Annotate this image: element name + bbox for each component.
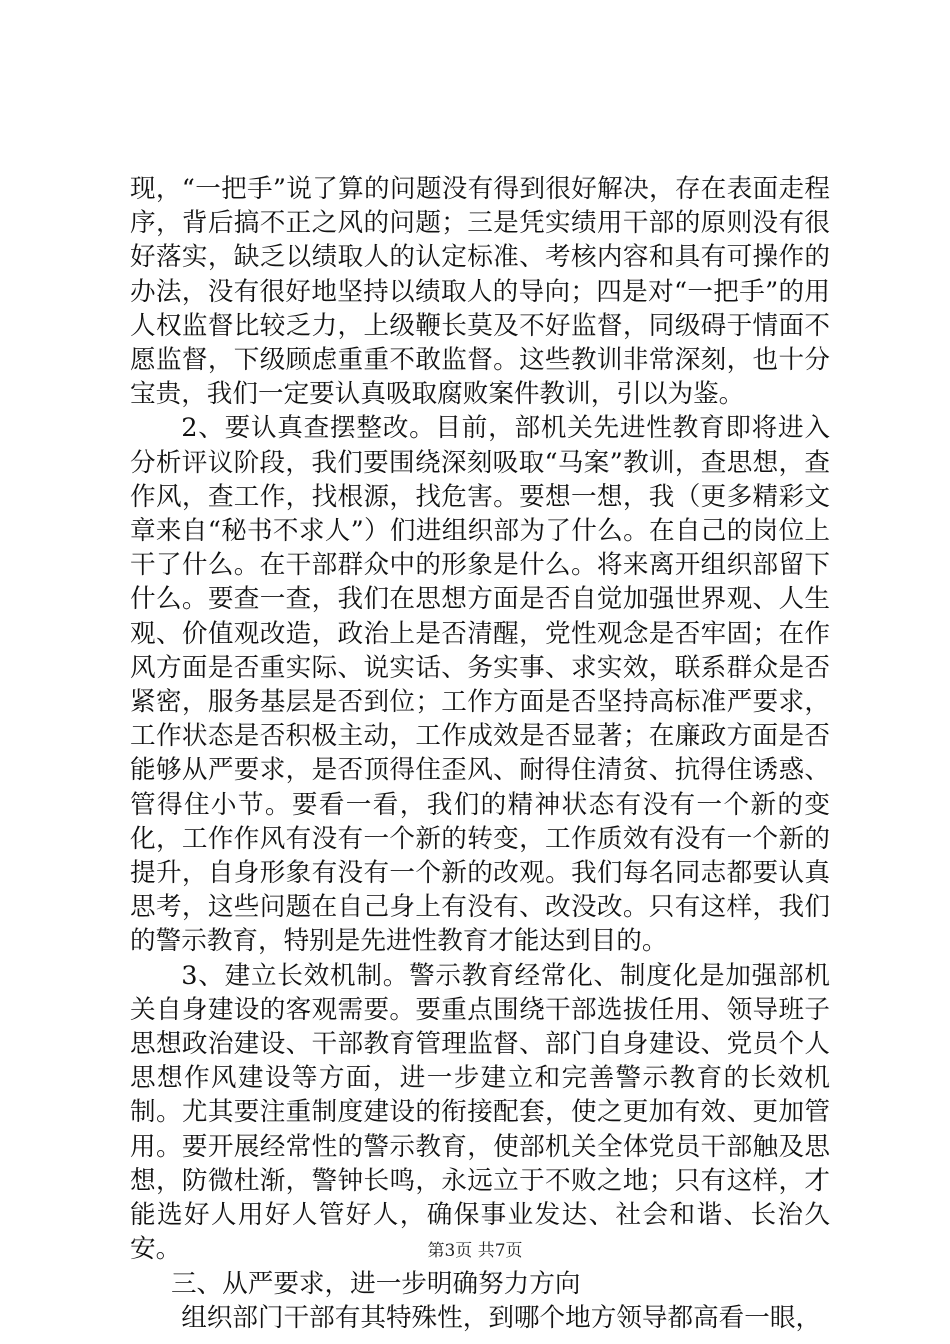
document-body [130,172,830,1335]
body-paragraph-1: 现，“一把手”说了算的问题没有得到很好解决，存在表面走程序，背后搞不正之风的问题；三是凭实绩用干部的原则没有很好落实，缺乏以绩取人的认定标准、考核内容和具有可操作的办法，没有很好地坚持以绩取人的导向；四是对“一把手”的用人权监督比较乏力，上级鞭长莫及不好监督，同级碍于情面不愿监督，下级顾虑重重不敢监督。这些教训非常深刻，也十分宝贵，我们一定要认真吸取腐败案件教训，引以为鉴。 [130,174,830,410]
section-heading: 三、从严要求，进一步明确努力方向 [170,1268,581,1299]
body-paragraph-3: 3、建立长效机制。警示教育经常化、制度化是加强部机关自身建设的客观需要。要重点围绕干部选拔任用、领导班子思想政治建设、干部教育管理监督、部门自身建设、党员个人思想作风建设等方面，进一步建立和完善警示教育的长效机制。尤其要注重制度建设的衔接配套，使之更加有效、更加管用。要开展经常性的警示教育，使部机关全体党员干部触及思想，防微杜渐，警钟长鸣，永远立于不败之地；只有这样，才能选好人用好人管好人，确保事业发达、社会和谐、长治久安。 [130,960,830,1265]
body-paragraph-2: 2、要认真查摆整改。目前，部机关先进性教育即将进入分析评议阶段，我们要围绕深刻吸取“马案”教训，查思想，查作风，查工作，找根源，找危害。要想一想，我（更多精彩文章来自“秘书不求人”）们进组织部为了什么。在自己的岗位上干了什么。在干部群众中的形象是什么。将来离开组织部留下什么。要查一查，我们在思想方面是否自觉加强世界观、人生观、价值观改造，政治上是否清醒，党性观念是否牢固；在作风方面是否重实际、说实话、务实事、求实效，联系群众是否紧密，服务基层是否到位；工作方面是否坚持高标准严要求，工作状态是否积极主动，工作成效是否显著；在廉政方面是否能够从严要求，是否顶得住歪风、耐得住清贫、抗得住诱惑、管得住小节。要看一看，我们的精神状态有没有一个新的变化，工作作风有没有一个新的转变，工作质效有没有一个新的提升，自身形象有没有一个新的改观。我们每名同志都要认真思考，这些问题在自己身上有没有、改没改。只有这样，我们的警示教育，特别是先进性教育才能达到目的。 [130,413,830,957]
body-paragraph-4: 组织部门干部有其特殊性，到哪个地方领导都高看一眼， [181,1302,822,1333]
page-number-footer: 第3页 共7页 [427,1241,523,1261]
